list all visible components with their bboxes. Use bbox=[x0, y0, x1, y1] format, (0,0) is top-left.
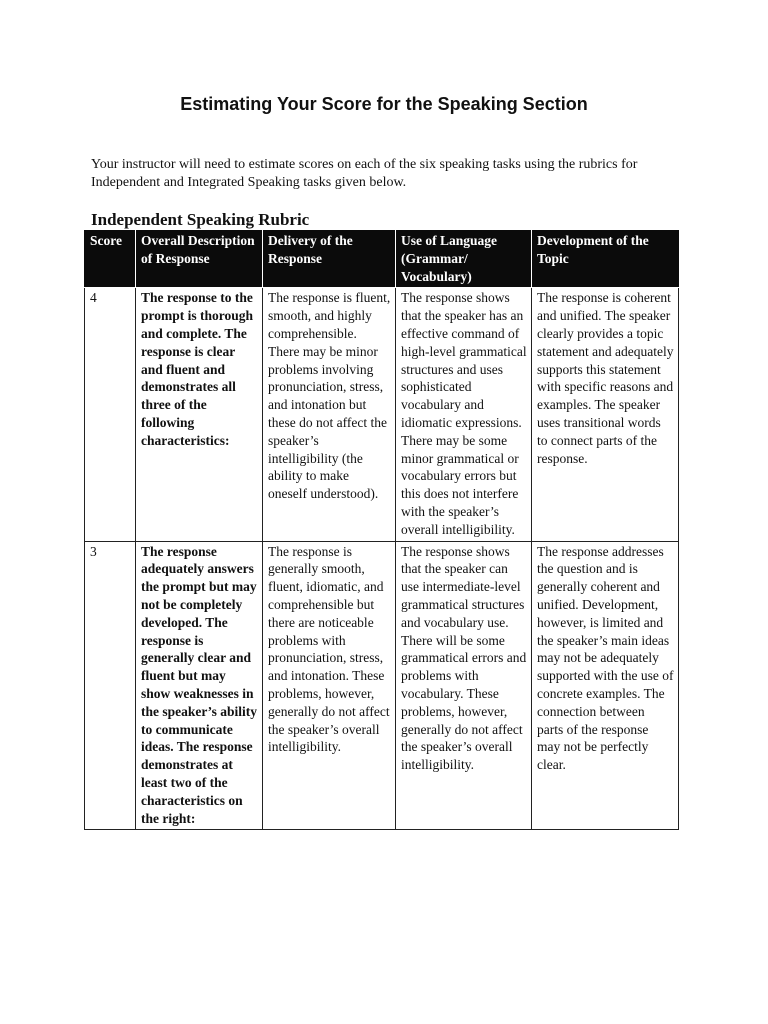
table-row bbox=[85, 541, 679, 830]
delivery-cell: The response is generally smooth, fluent, idiomatic, and comprehensible but there are noticeable problems with pronunciation, stress, and intonation. These problems, however, generally do not affect the speaker’s overall intelligibility. bbox=[263, 541, 396, 830]
header-topic: Development of the Topic bbox=[532, 231, 679, 288]
overall-description-cell: The response adequately answers the prompt but may not be completely developed. The response is generally clear and fluent but may show weaknesses in the speaker’s ability to communicate ideas. The response demonstrates at least two of the characteristics on the right: bbox=[136, 541, 263, 830]
language-use-cell: The response shows that the speaker has an effective command of high-level grammatical structures and uses sophisticated vocabulary and idiomatic expressions. There may be some minor grammatical or vocabulary errors but this does not interfere with the speaker’s overall intelligibility. bbox=[396, 288, 532, 541]
score-cell: 3 bbox=[85, 541, 136, 830]
table-row bbox=[85, 288, 679, 541]
language-use-cell: The response shows that the speaker can use intermediate-level grammatical structures and vocabulary use. There will be some grammatical errors and problems with vocabulary. These problems, however, generally do not affect the speaker’s overall intelligibility. bbox=[396, 541, 532, 830]
header-row bbox=[85, 231, 679, 288]
header-overall: Overall Description of Response bbox=[136, 231, 263, 288]
topic-development-cell: The response is coherent and unified. The speaker clearly provides a topic statement and adequately supports this statement with specific reasons and examples. The speaker uses transitional words to connect parts of the response. bbox=[532, 288, 679, 541]
overall-description-cell: The response to the prompt is thorough and complete. The response is clear and fluent and demonstrates all three of the following characteristics: bbox=[136, 288, 263, 541]
page-title: Estimating Your Score for the Speaking Section bbox=[180, 94, 588, 114]
intro-paragraph: Your instructor will need to estimate scores on each of the six speaking tasks using the rubrics for Independent and Integrated Speaking tasks given below. bbox=[91, 157, 638, 190]
header-language: Use of Language (Grammar/ Vocabulary) bbox=[396, 231, 532, 288]
delivery-cell: The response is fluent, smooth, and highly comprehensible. There may be minor problems involving pronunciation, stress, and intonation but these do not affect the speaker’s intelligibility (the ability to make oneself understood). bbox=[263, 288, 396, 541]
score-cell: 4 bbox=[85, 288, 136, 541]
topic-development-cell: The response addresses the question and is generally coherent and unified. Development, however, is limited and the speaker’s main ideas may not be adequately supported with the use of concrete examples. The connection between parts of the response may not be perfectly clear. bbox=[532, 541, 679, 830]
rubric-heading: Independent Speaking Rubric bbox=[91, 210, 310, 229]
header-score: Score bbox=[85, 231, 136, 288]
header-delivery: Delivery of the Response bbox=[263, 231, 396, 288]
independent-speaking-rubric-table bbox=[84, 230, 679, 830]
